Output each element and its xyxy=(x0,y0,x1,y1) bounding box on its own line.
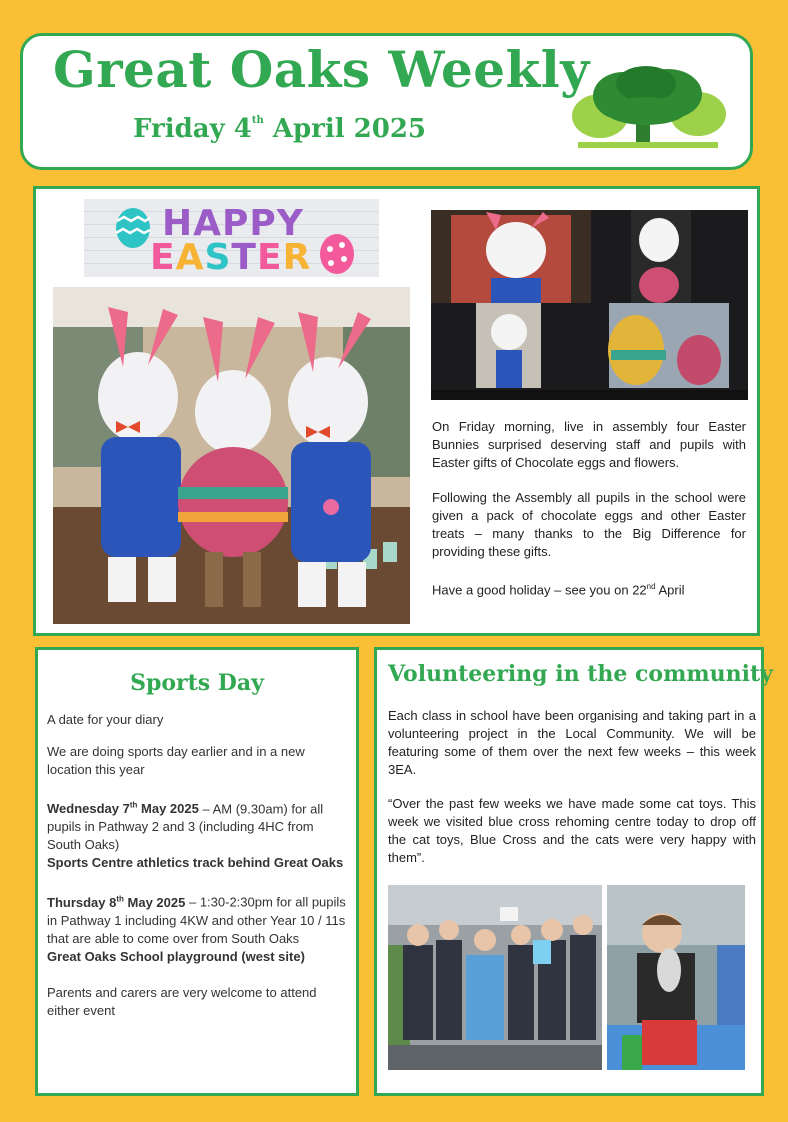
easter-paragraph-1: On Friday morning, live in assembly four Easter Bunnies surprised deserving staff and pupils with Easter gifts of Chocolate eggs and flowers. xyxy=(432,419,746,470)
assembly-video-collage-photo xyxy=(431,210,748,400)
easter-egg-icon xyxy=(114,205,152,249)
easter-bunnies-photo xyxy=(53,287,410,624)
boy-with-cat-toy-photo xyxy=(607,885,745,1070)
newsletter-date: Friday 4th April 2025 xyxy=(133,114,427,144)
newsletter-header xyxy=(20,33,753,170)
class-group-photo xyxy=(388,885,602,1070)
volunteering-body xyxy=(388,707,756,883)
newsletter-title: Great Oaks Weekly xyxy=(53,40,590,99)
sports-day-panel xyxy=(35,647,359,1096)
volunteering-paragraph-1: Each class in school have been organising and taking part in a volunteering project in the Local Community. We will be featuring some of them over the next few weeks – this week 3EA. xyxy=(388,708,756,777)
easter-paragraph-3: Have a good holiday – see you on 22nd April xyxy=(432,582,685,598)
sports-day-subtitle: A date for your diary xyxy=(47,712,164,727)
easter-paragraph-2: Following the Assembly all pupils in the school were given a pack of chocolate eggs and other Easter treats – many thanks to the Big Difference for providing these gifts. xyxy=(432,490,746,559)
banner-easter-text: EASTER xyxy=(150,237,312,277)
oak-tree-icon xyxy=(568,66,728,151)
sports-day-event-2: Thursday 8th May 2025 – 1:30-2:30pm for all pupils in Pathway 1 including 4KW and other Year 10 / 11s that are able to come over from South Oaks xyxy=(47,894,346,946)
sports-day-title: Sports Day xyxy=(130,670,264,696)
banner-happy-text: HAPPY xyxy=(162,203,304,244)
easter-egg-icon xyxy=(318,231,356,275)
volunteering-title: Volunteering in the community xyxy=(388,661,773,687)
volunteering-paragraph-2: “Over the past few weeks we have made some cat toys. This week we visited blue cross rehoming centre today to drop off the cat toys, Blue Cross and the cats were very happy with them”. xyxy=(388,796,756,865)
easter-article-text xyxy=(432,418,746,616)
sports-day-body xyxy=(47,711,347,1032)
happy-easter-banner xyxy=(84,199,379,277)
sports-day-event-1-location: Sports Centre athletics track behind Great Oaks xyxy=(47,855,344,871)
sports-day-closing: Parents and carers are very welcome to attend either event xyxy=(47,984,317,1018)
sports-day-event-2-location: Great Oaks School playground (west site) xyxy=(47,948,305,964)
sports-day-event-1: Wednesday 7th May 2025 – AM (9.30am) for all pupils in Pathway 2 and 3 (including 4HC from South Oaks) xyxy=(47,801,324,853)
sports-day-intro: We are doing sports day earlier and in a new location this year xyxy=(47,744,305,777)
easter-panel xyxy=(33,186,760,636)
volunteering-panel xyxy=(374,647,773,1096)
